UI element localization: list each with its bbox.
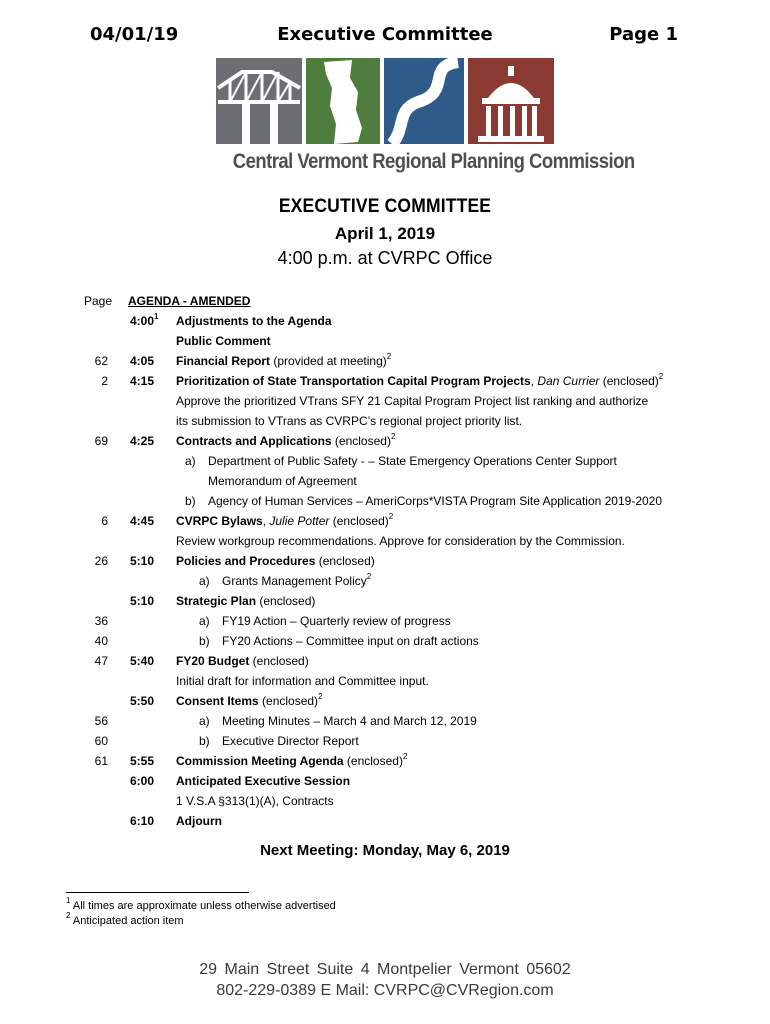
logo-graphic xyxy=(212,58,558,148)
item-description: Initial draft for information and Committee input. xyxy=(176,674,429,688)
item-time: 6:00 xyxy=(130,774,155,788)
item-time: 5:40 xyxy=(130,654,155,668)
sub-item: 56 a) Meeting Minutes – March 4 and March 12, 2019 xyxy=(0,711,770,731)
item-page: 26 xyxy=(94,554,108,568)
item-page: 69 xyxy=(94,434,108,448)
vermont-map-icon xyxy=(306,58,380,144)
agenda-item xyxy=(0,591,770,611)
item-time: 5:10 xyxy=(130,554,155,568)
logo-wordmark: Central Vermont Regional Planning Commission xyxy=(232,150,635,173)
item-description: 1 V.S.A §313(1)(A), Contracts xyxy=(176,794,334,808)
agenda-item xyxy=(0,431,770,451)
agenda-item xyxy=(0,551,770,571)
item-page: 62 xyxy=(94,354,108,368)
agenda-item xyxy=(0,311,770,331)
item-description: Approve the prioritized VTrans SFY 21 Capital Program Project list ranking and authorize xyxy=(176,394,649,408)
footer-contact: 802-229-0389 E Mail: CVRPC@CVRegion.com xyxy=(216,982,554,999)
item-page: 47 xyxy=(94,654,108,668)
item-description: Review workgroup recommendations. Approve for consideration by the Commission. xyxy=(176,534,625,548)
meeting-date: April 1, 2019 xyxy=(334,224,436,243)
agenda-item xyxy=(0,651,770,671)
item-time: 4:25 xyxy=(130,434,155,448)
agenda-item xyxy=(0,771,770,791)
item-page: 40 xyxy=(94,634,108,648)
item-title: Financial Report (provided at meeting)$^2$ xyxy=(176,352,392,368)
agenda-header-row xyxy=(0,291,770,311)
item-time: 5:50 xyxy=(130,694,155,708)
item-page: 61 xyxy=(94,754,108,768)
item-title: Policies and Procedures (enclosed) xyxy=(176,554,375,568)
item-title: Adjustments to the Agenda xyxy=(176,314,332,328)
header-page-number: Page 1 xyxy=(609,24,678,45)
item-title: Anticipated Executive Session xyxy=(176,774,351,788)
page-column-label: Page xyxy=(83,294,112,308)
item-title: CVRPC Bylaws, Julie Potter (enclosed)$^2$ xyxy=(176,512,394,528)
sub-item: 36 a) FY19 Action – Quarterly review of progress xyxy=(0,611,770,631)
item-time: 4:15 xyxy=(130,374,155,388)
footer-address: 29 Main Street Suite 4 Montpelier Vermont 05602 xyxy=(199,961,571,978)
item-time: 6:10 xyxy=(130,814,155,828)
item-title: Adjourn xyxy=(176,814,222,828)
item-title: Prioritization of State Transportation Capital Program Projects, Dan Currier (enclosed)$^2$ xyxy=(176,372,664,388)
agenda-item xyxy=(0,811,770,831)
header-title: Executive Committee xyxy=(277,24,493,45)
item-title: Strategic Plan (enclosed) xyxy=(176,594,316,608)
item-title: FY20 Budget (enclosed) xyxy=(176,654,309,668)
sub-item: 40 b) FY20 Actions – Committee input on draft actions xyxy=(0,631,770,651)
meeting-heading: EXECUTIVE COMMITTEE xyxy=(278,196,492,217)
item-page: 36 xyxy=(94,614,108,628)
sub-item: a) Grants Management Policy$^2$ xyxy=(199,572,372,588)
item-title: Consent Items (enclosed)$^2$ xyxy=(176,692,323,708)
road-icon xyxy=(384,58,464,144)
meeting-title-block xyxy=(0,196,770,269)
item-page: 6 xyxy=(101,514,108,528)
agenda-list xyxy=(0,291,770,831)
item-time: $4:00^1$ xyxy=(130,312,159,328)
footnote-2: $^2$ Anticipated action item xyxy=(66,911,184,927)
footnote-divider xyxy=(66,892,249,893)
next-meeting: Next Meeting: Monday, May 6, 2019 xyxy=(260,842,510,859)
agenda-item xyxy=(0,511,770,531)
meeting-time-place: 4:00 p.m. at CVRPC Office xyxy=(277,248,493,268)
agenda-heading: AGENDA - AMENDED xyxy=(128,294,251,308)
item-title: Contracts and Applications (enclosed)$^2$ xyxy=(176,432,396,448)
item-page: 60 xyxy=(94,734,108,748)
sub-item-continued: Memorandum of Agreement xyxy=(208,474,357,488)
agenda-item xyxy=(0,371,770,391)
agenda-item xyxy=(0,331,770,351)
item-description: its submission to VTrans as CVRPC’s regional project priority list. xyxy=(176,414,523,428)
item-time: 4:05 xyxy=(130,354,155,368)
item-time: 5:55 xyxy=(130,754,155,768)
item-title: Public Comment xyxy=(176,334,271,348)
item-page: 2 xyxy=(101,374,108,388)
item-time: 4:45 xyxy=(130,514,155,528)
sub-item: 60 b) Executive Director Report xyxy=(0,731,770,751)
capitol-icon xyxy=(468,58,554,144)
footnote-1: $^1$ All times are approximate unless otherwise advertised xyxy=(66,896,336,912)
header-date: 04/01/19 xyxy=(90,24,179,45)
item-time: 5:10 xyxy=(130,594,155,608)
agenda-item xyxy=(0,351,770,371)
page-header xyxy=(0,24,770,52)
bridge-icon xyxy=(216,58,302,144)
cvrpc-logo xyxy=(212,58,635,182)
item-title: Commission Meeting Agenda (enclosed)$^2$ xyxy=(176,752,408,768)
item-page: 56 xyxy=(94,714,108,728)
agenda-item xyxy=(0,691,770,711)
agenda-item xyxy=(0,751,770,771)
sub-item: b) Agency of Human Services – AmeriCorps*VISTA Program Site Application 2019-2020 xyxy=(185,494,663,508)
sub-item: a) Department of Public Safety - – State Emergency Operations Center Support xyxy=(185,454,617,468)
